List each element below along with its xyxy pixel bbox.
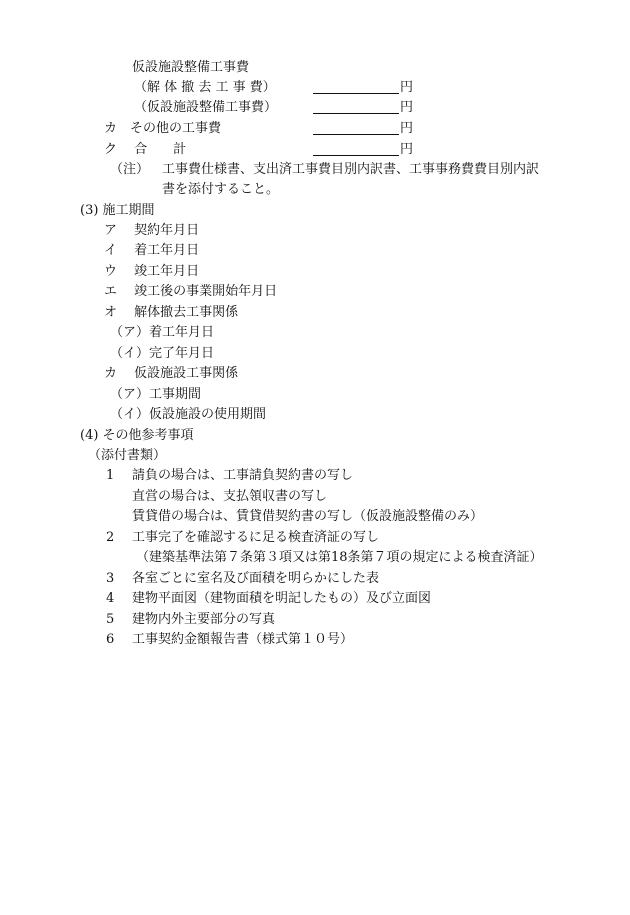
attachment-text: 賃貸借の場合は、賃貸借契約書の写し（仮設施設整備のみ） <box>132 509 484 524</box>
yen-label: 円 <box>400 80 414 95</box>
period-subitem: （ア）工事期間 <box>110 387 202 402</box>
amount-blank-gokei <box>313 142 399 156</box>
attachment-number: 2 <box>106 530 115 545</box>
note-line-2: 書を添付すること。 <box>162 182 280 197</box>
period-item: イ 着工年月日 <box>104 243 200 258</box>
attachment-number: 5 <box>106 612 115 627</box>
section-heading-period: (3) 施工期間 <box>80 203 155 218</box>
section-heading-other: (4) その他参考事項 <box>80 428 194 443</box>
attachment-text: 工事完了を確認するに足る検査済証の写し <box>132 530 380 545</box>
attachments-heading: （添付書類） <box>88 448 167 463</box>
amount-blank-sonota <box>313 121 399 135</box>
period-subitem: （イ）完了年月日 <box>110 346 215 361</box>
attachment-text: 工事契約金額報告書（様式第１０号） <box>132 632 354 647</box>
attachment-text: 各室ごとに室名及び面積を明らかにした表 <box>132 571 380 586</box>
attachment-number: 6 <box>106 632 115 647</box>
period-subitem: （ア）着工年月日 <box>110 325 215 340</box>
cost-sonota: カ その他の工事費 <box>104 121 222 136</box>
attachment-number: 4 <box>106 591 115 606</box>
yen-label: 円 <box>400 121 414 136</box>
period-item: オ 解体撤去工事関係 <box>104 305 239 320</box>
note-label: （注） <box>110 162 150 177</box>
cost-kasetsu-seibi-paren: （仮設施設整備工事費） <box>134 100 278 115</box>
attachment-text: 直営の場合は、支払領収書の写し <box>132 489 328 504</box>
attachment-number: 1 <box>106 468 115 483</box>
period-item: カ 仮設施設工事関係 <box>104 366 239 381</box>
cost-kaitai: （解 体 撤 去 工 事 費） <box>134 80 276 95</box>
period-item: ウ 竣工年月日 <box>104 264 200 279</box>
attachment-text: 請負の場合は、工事請負契約書の写し <box>132 468 354 483</box>
cost-kasetsu-seibi: 仮設施設整備工事費 <box>132 60 250 75</box>
period-item: ア 契約年月日 <box>104 223 200 238</box>
attachment-text: （建築基準法第７条第３項又は第18条第７項の規定による検査済証） <box>136 550 543 565</box>
yen-label: 円 <box>400 142 414 157</box>
amount-blank-kasetsu <box>313 100 399 114</box>
cost-gokei: ク 合 計 <box>104 142 187 157</box>
attachment-number: 3 <box>106 571 115 586</box>
amount-blank-kaitai <box>313 80 399 94</box>
yen-label: 円 <box>400 100 414 115</box>
period-item: エ 竣工後の事業開始年月日 <box>104 284 278 299</box>
attachment-text: 建物平面図（建物面積を明記したもの）及び立面図 <box>132 591 432 606</box>
period-subitem: （イ）仮設施設の使用期間 <box>110 407 267 422</box>
note-line-1: 工事費仕様書、支出済工事費目別内訳書、工事事務費費目別内訳 <box>162 162 540 177</box>
attachment-text: 建物内外主要部分の写真 <box>132 612 276 627</box>
